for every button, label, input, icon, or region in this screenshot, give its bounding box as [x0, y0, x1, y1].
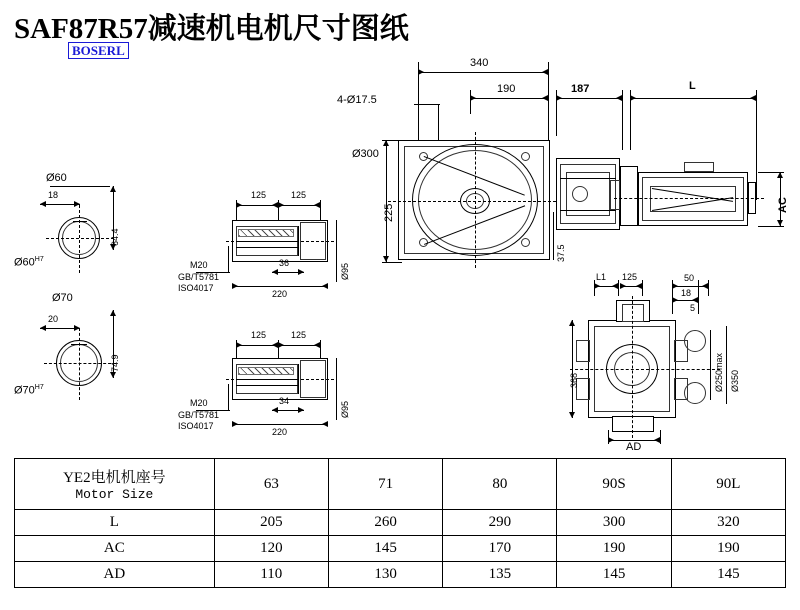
- cell-AC-63: 120: [214, 536, 328, 562]
- table-row: [15, 510, 786, 536]
- row-label-L: L: [15, 510, 215, 536]
- table-header-size-1: 71: [328, 459, 442, 510]
- cell-AC-90S: 190: [557, 536, 671, 562]
- dim-AD: AD: [626, 441, 642, 453]
- dim-4x17-5: 4-Ø17.5: [337, 94, 377, 106]
- dim-36: 36: [279, 258, 290, 268]
- dim-18-b: 18: [681, 288, 692, 298]
- dim-187: 187: [571, 83, 590, 95]
- cell-L-90L: 320: [671, 510, 785, 536]
- dim-225: 225: [383, 203, 395, 222]
- dim-20: 20: [48, 314, 59, 324]
- label-iso-2: ISO4017: [178, 421, 214, 431]
- dim-64-4: 64.4: [110, 228, 120, 246]
- dim-340: 340: [470, 57, 489, 69]
- dim-50: 50: [684, 273, 695, 283]
- dim-d60: Ø60: [46, 172, 67, 184]
- brand-logo: BOSERL: [68, 42, 129, 59]
- dim-37-5: 37.5: [556, 244, 566, 262]
- dim-125-a: 125: [251, 190, 267, 200]
- dim-L: L: [689, 80, 696, 92]
- dim-d300: Ø300: [352, 148, 379, 160]
- table-header-label-en: Motor Size: [75, 487, 154, 502]
- label-m20-2: M20: [190, 398, 208, 408]
- dim-368: 368: [569, 372, 579, 388]
- dim-d70: Ø70: [52, 292, 73, 304]
- row-label-AC: AC: [15, 536, 215, 562]
- cell-AD-90L: 145: [671, 562, 785, 588]
- cell-AD-71: 130: [328, 562, 442, 588]
- row-label-AD: AD: [15, 562, 215, 588]
- cell-AD-80: 135: [443, 562, 557, 588]
- table-header-size-0: 63: [214, 459, 328, 510]
- cell-AC-80: 170: [443, 536, 557, 562]
- table-header-size-2: 80: [443, 459, 557, 510]
- cell-AC-90L: 190: [671, 536, 785, 562]
- dim-74-9: 74.9: [110, 354, 120, 372]
- table-row: [15, 562, 786, 588]
- dim-220-1: 220: [272, 289, 288, 299]
- dim-d95-1: Ø95: [340, 262, 350, 280]
- table-header-size-3: 90S: [557, 459, 671, 510]
- dim-125-top: 125: [622, 272, 638, 282]
- table-header-label: [15, 459, 215, 510]
- cell-L-80: 290: [443, 510, 557, 536]
- dim-220-2: 220: [272, 427, 288, 437]
- dim-d95-2: Ø95: [340, 400, 350, 418]
- table-row: [15, 536, 786, 562]
- cell-L-90S: 300: [557, 510, 671, 536]
- dim-125-d: 125: [291, 330, 307, 340]
- cell-L-71: 260: [328, 510, 442, 536]
- dim-5: 5: [690, 303, 696, 313]
- dim-18: 18: [48, 190, 59, 200]
- table-header-label-cn: YE2电机机座号: [63, 470, 166, 486]
- label-gb-1: GB/T5781: [178, 272, 220, 282]
- dim-L1: L1: [596, 272, 607, 282]
- dim-d70-h7: $Ø70^{H7}$: [14, 384, 44, 397]
- cell-L-63: 205: [214, 510, 328, 536]
- dim-d60-h7: $Ø60^{H7}$: [14, 256, 44, 269]
- cell-AD-90S: 145: [557, 562, 671, 588]
- label-m20-1: M20: [190, 260, 208, 270]
- dim-d250max: Ø250max: [714, 352, 724, 392]
- cell-AD-63: 110: [214, 562, 328, 588]
- dim-125-b: 125: [291, 190, 307, 200]
- cell-AC-71: 145: [328, 536, 442, 562]
- label-iso-1: ISO4017: [178, 283, 214, 293]
- dim-190: 190: [497, 83, 516, 95]
- page-title: SAF87R57减速机电机尺寸图纸: [14, 13, 409, 45]
- dim-d350: Ø350: [730, 369, 740, 392]
- motor-size-table: [14, 458, 786, 588]
- table-header-size-4: 90L: [671, 459, 785, 510]
- dim-125-c: 125: [251, 330, 267, 340]
- dim-34: 34: [279, 396, 290, 406]
- label-gb-2: GB/T5781: [178, 410, 220, 420]
- dim-AC: AC: [777, 197, 789, 213]
